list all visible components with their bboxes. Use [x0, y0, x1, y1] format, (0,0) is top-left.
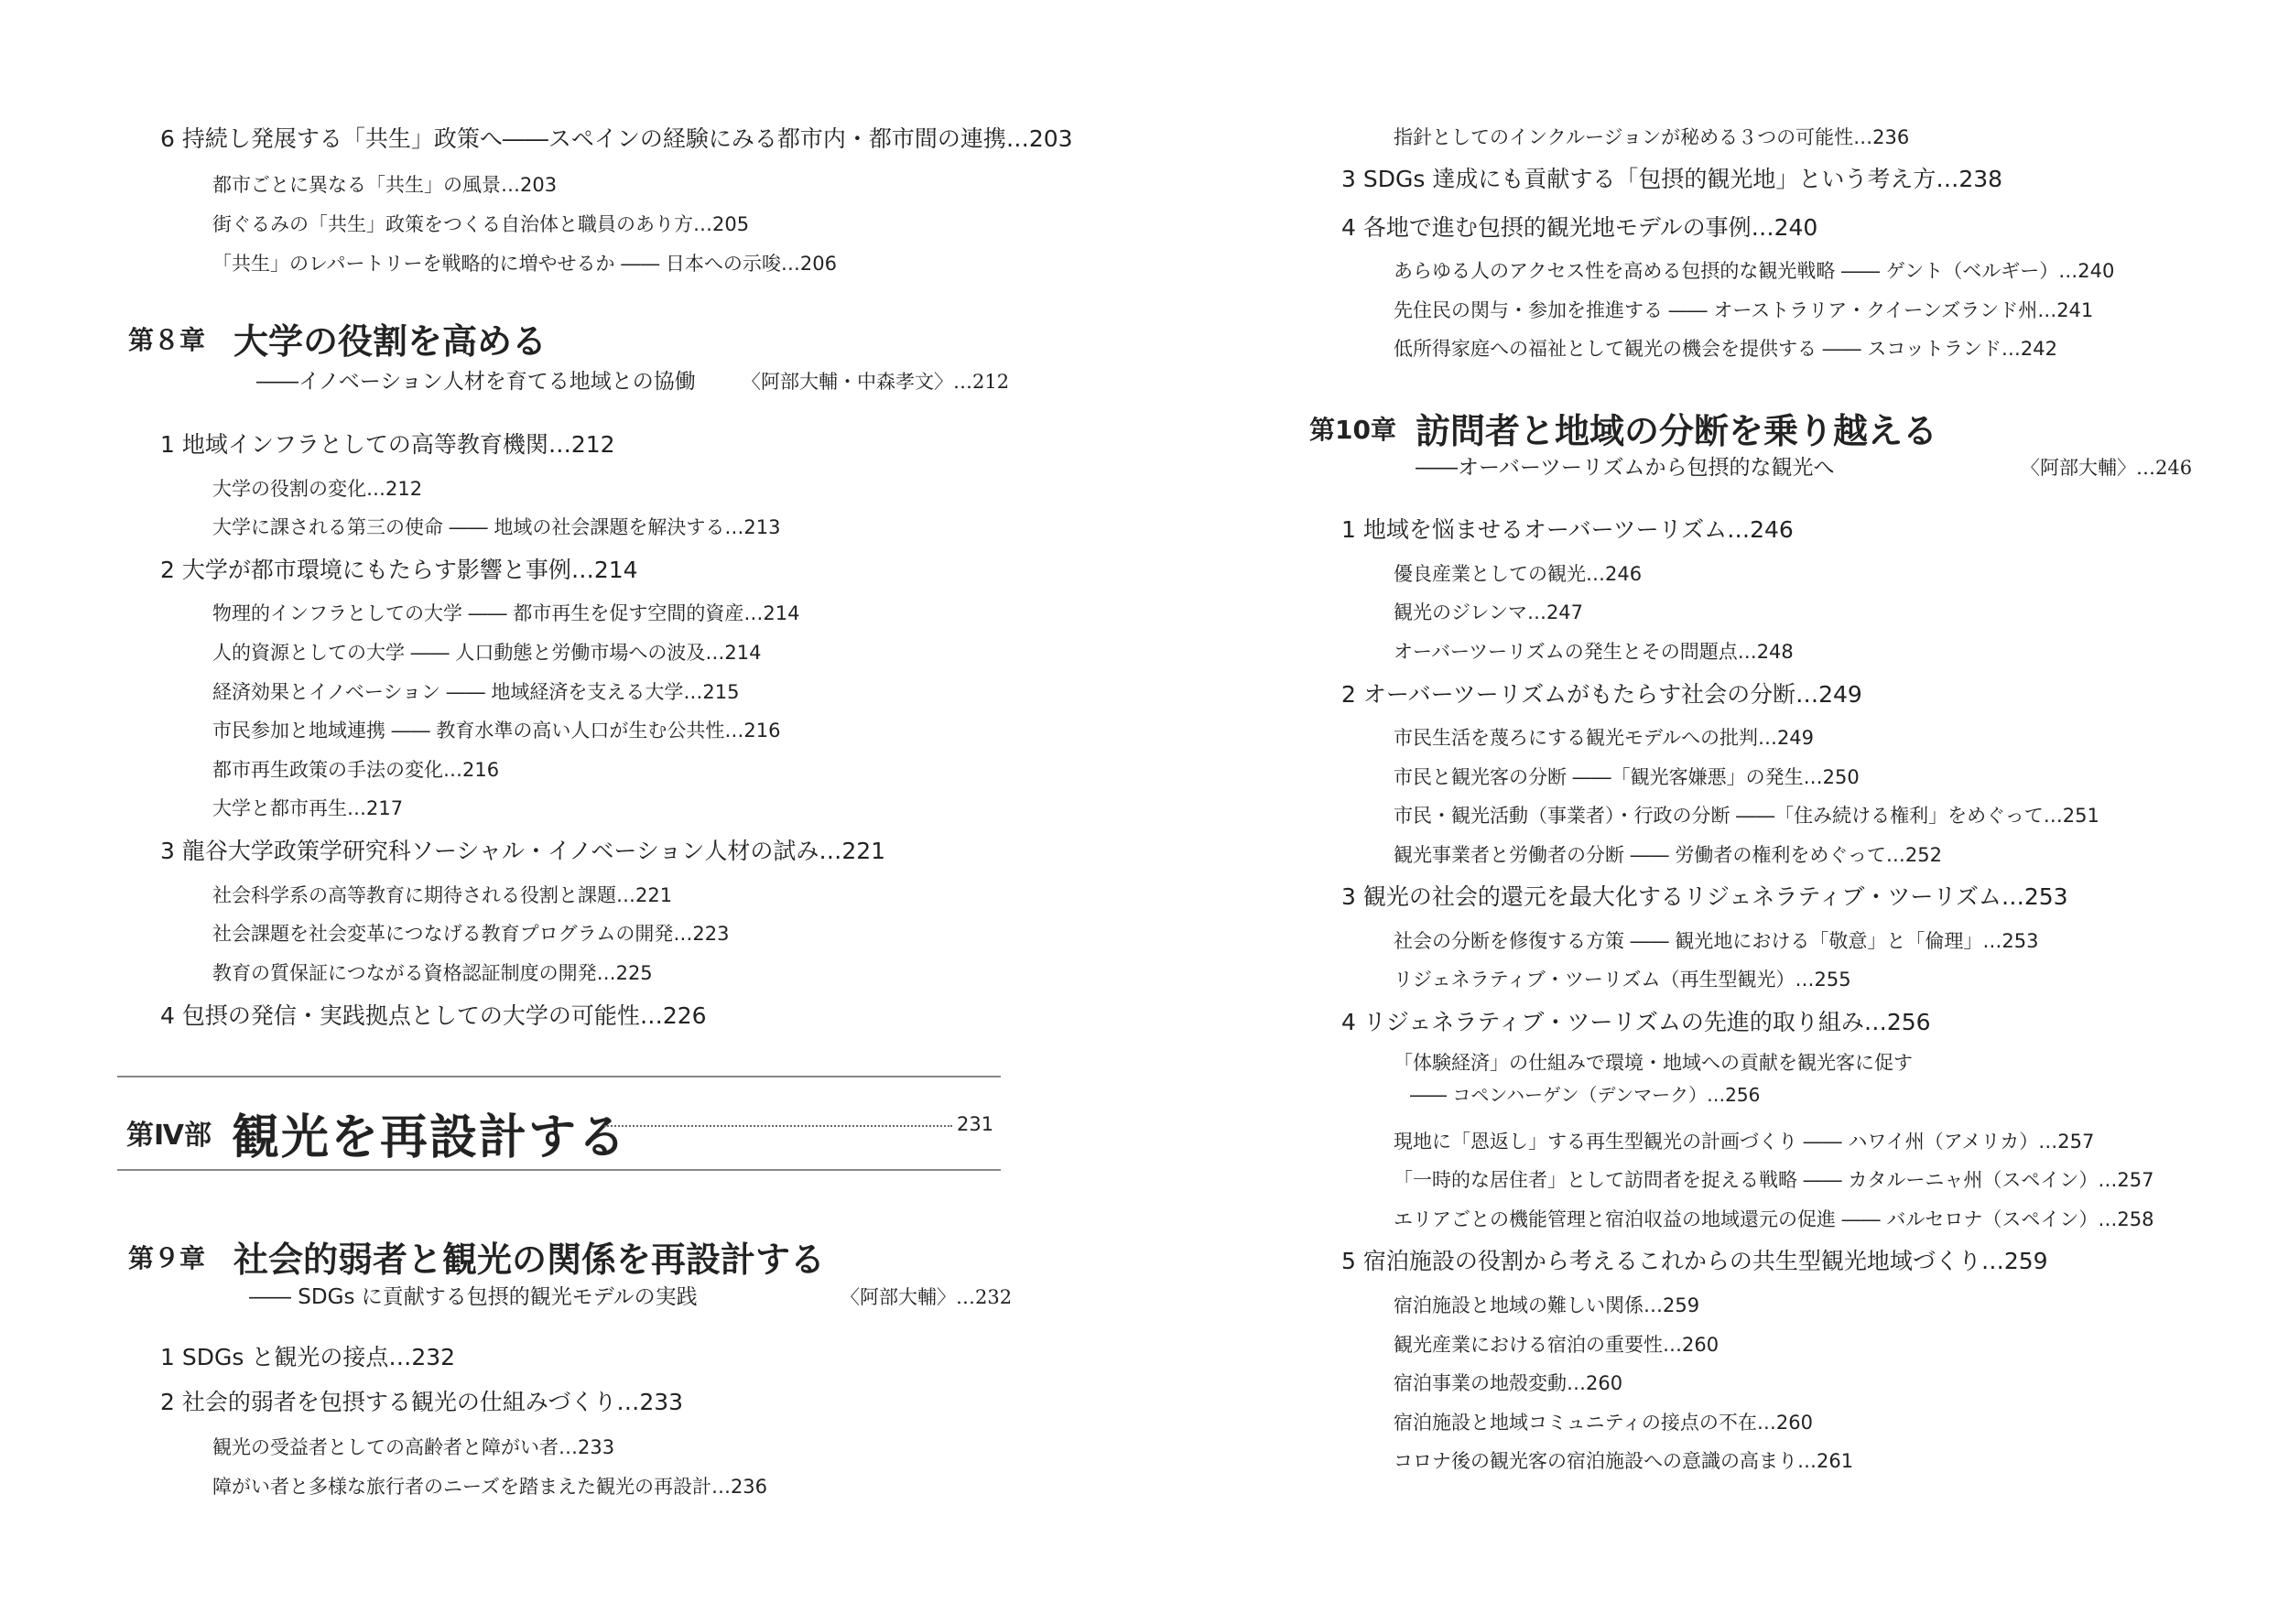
toc-subentry[interactable]: 先住民の関与・参加を推進する ―― オーストラリア・クイーンズランド州…241: [1394, 299, 2094, 321]
toc-subentry[interactable]: 「体験経済」の仕組みで環境・地域への貢献を観光客に促す: [1394, 1052, 1913, 1074]
toc-subentry[interactable]: 低所得家庭への福祉として観光の機会を提供する ―― スコットランド…242: [1394, 338, 2058, 360]
chapter-subtitle: ―― SDGs に貢献する包摂的観光モデルの実践: [249, 1285, 698, 1309]
chapter-subtitle: ――イノベーション人材を育てる地域との協働: [256, 370, 696, 394]
toc-entry[interactable]: 2 大学が都市環境にもたらす影響と事例…214: [160, 557, 638, 583]
toc-subentry[interactable]: 都市ごとに異なる「共生」の風景…203: [212, 174, 558, 196]
toc-subentry[interactable]: 観光事業者と労働者の分断 ―― 労働者の権利をめぐって…252: [1394, 844, 1943, 866]
toc-subentry[interactable]: リジェネラティブ・ツーリズム（再生型観光）…255: [1394, 969, 1851, 991]
toc-subentry[interactable]: 観光のジレンマ…247: [1394, 601, 1584, 623]
toc-subentry[interactable]: 大学と都市再生…217: [212, 797, 404, 819]
toc-subentry[interactable]: 観光産業における宿泊の重要性…260: [1394, 1334, 1719, 1356]
chapter-title[interactable]: 訪問者と地域の分断を乗り越える: [1416, 411, 1938, 451]
toc-subentry[interactable]: 宿泊事業の地殻変動…260: [1394, 1372, 1623, 1394]
toc-entry[interactable]: 3 龍谷大学政策学研究科ソーシャル・イノベーション人材の試み…221: [160, 838, 886, 864]
toc-entry[interactable]: 3 SDGs 達成にも貢献する「包摂的観光地」という考え方…238: [1341, 166, 2003, 192]
toc-subentry[interactable]: 宿泊施設と地域コミュニティの接点の不在…260: [1394, 1412, 1813, 1434]
chapter-title[interactable]: 社会的弱者と観光の関係を再設計する: [233, 1240, 826, 1280]
toc-subentry[interactable]: 都市再生政策の手法の変化…216: [212, 759, 500, 781]
part-label: 第Ⅳ部: [126, 1120, 212, 1152]
toc-subentry[interactable]: 社会課題を社会変革につなげる教育プログラムの開発…223: [212, 923, 730, 945]
toc-subentry[interactable]: エリアごとの機能管理と宿泊収益の地域還元の促進 ―― バルセロナ（スペイン）…258: [1394, 1208, 2154, 1230]
toc-subentry[interactable]: 市民生活を蔑ろにする観光モデルへの批判…249: [1394, 727, 1815, 749]
toc-subentry[interactable]: 観光の受益者としての高齢者と障がい者…233: [212, 1436, 615, 1458]
chapter-title[interactable]: 大学の役割を高める: [233, 321, 548, 362]
toc-subentry[interactable]: 社会の分断を修復する方策 ―― 観光地における「敬意」と「倫理」…253: [1394, 930, 2039, 952]
toc-entry[interactable]: 4 リジェネラティブ・ツーリズムの先進的取り組み…256: [1341, 1009, 1931, 1035]
toc-subentry[interactable]: あらゆる人のアクセス性を高める包摂的な観光戦略 ―― ゲント（ベルギー）…240: [1394, 260, 2115, 282]
toc-entry[interactable]: 4 各地で進む包摂的観光地モデルの事例…240: [1341, 214, 1818, 241]
toc-subentry[interactable]: コロナ後の観光客の宿泊施設への意識の高まり…261: [1394, 1450, 1854, 1472]
toc-entry[interactable]: 1 地域インフラとしての高等教育機関…212: [160, 431, 615, 458]
part-top-rule: [117, 1076, 1001, 1077]
toc-subentry[interactable]: 障がい者と多様な旅行者のニーズを踏まえた観光の再設計…236: [212, 1476, 768, 1498]
left-column: [0, 0, 1144, 1624]
toc-subentry[interactable]: 「共生」のレパートリーを戦略的に増やせるか ―― 日本への示唆…206: [212, 253, 837, 275]
toc-subentry[interactable]: 物理的インフラとしての大学 ―― 都市再生を促す空間的資産…214: [212, 602, 800, 624]
toc-subentry[interactable]: 市民と観光客の分断 ――「観光客嫌悪」の発生…250: [1394, 766, 1860, 788]
toc-entry[interactable]: 6 持続し発展する「共生」政策へ――スペインの経験にみる都市内・都市間の連携…203: [160, 125, 1073, 152]
part-page-number: 231: [957, 1113, 994, 1135]
toc-subentry[interactable]: 市民・観光活動（事業者）・行政の分断 ――「住み続ける権利」をめぐって…251: [1394, 805, 2099, 827]
toc-subentry[interactable]: 人的資源としての大学 ―― 人口動態と労働市場への波及…214: [212, 642, 762, 664]
toc-subentry[interactable]: 大学に課される第三の使命 ―― 地域の社会課題を解決する…213: [212, 516, 781, 538]
chapter-author: 〈阿部大輔〉…246: [2021, 457, 2193, 479]
toc-entry[interactable]: 1 SDGs と観光の接点…232: [160, 1344, 456, 1370]
toc-subentry[interactable]: 大学の役割の変化…212: [212, 478, 423, 500]
chapter-author: 〈阿部大輔〉…232: [841, 1286, 1013, 1308]
chapter-label: 第10章: [1309, 415, 1396, 445]
toc-entry[interactable]: 2 オーバーツーリズムがもたらす社会の分断…249: [1341, 681, 1862, 708]
toc-subentry[interactable]: 社会科学系の高等教育に期待される役割と課題…221: [212, 884, 673, 906]
toc-entry[interactable]: 5 宿泊施設の役割から考えるこれからの共生型観光地域づくり…259: [1341, 1248, 2048, 1274]
toc-subentry-continued[interactable]: ―― コペンハーゲン（デンマーク）…256: [1410, 1084, 1761, 1106]
toc-entry[interactable]: 4 包摂の発信・実践拠点としての大学の可能性…226: [160, 1002, 707, 1029]
toc-subentry[interactable]: 現地に「恩返し」する再生型観光の計画づくり ―― ハワイ州（アメリカ）…257: [1394, 1131, 2095, 1153]
right-column: [1144, 0, 2289, 1624]
chapter-label: 第９章: [128, 1243, 206, 1273]
chapter-subtitle: ――オーバーツーリズムから包摂的な観光へ: [1416, 456, 1835, 480]
part-bottom-rule: [117, 1169, 1001, 1171]
chapter-label: 第８章: [128, 325, 206, 355]
toc-subentry[interactable]: 市民参加と地域連携 ―― 教育水準の高い人口が生む公共性…216: [212, 720, 781, 742]
chapter-author: 〈阿部大輔・中森孝文〉…212: [742, 371, 1010, 393]
toc-subentry[interactable]: 街ぐるみの「共生」政策をつくる自治体と職員のあり方…205: [212, 213, 750, 235]
toc-subentry[interactable]: 指針としてのインクルージョンが秘める３つの可能性…236: [1394, 126, 1910, 148]
toc-subentry[interactable]: 優良産業としての観光…246: [1394, 563, 1643, 585]
part-title[interactable]: 観光を再設計する: [232, 1110, 628, 1165]
toc-subentry[interactable]: 教育の質保証につながる資格認証制度の開発…225: [212, 962, 653, 984]
leader-dots: [604, 1125, 952, 1127]
toc-entry[interactable]: 3 観光の社会的還元を最大化するリジェネラティブ・ツーリズム…253: [1341, 883, 2068, 910]
toc-entry[interactable]: 2 社会的弱者を包摂する観光の仕組みづくり…233: [160, 1389, 684, 1415]
toc-subentry[interactable]: 経済効果とイノベーション ―― 地域経済を支える大学…215: [212, 681, 740, 703]
toc-subentry[interactable]: 「一時的な居住者」として訪問者を捉える戦略 ―― カタルーニャ州（スペイン）…257: [1394, 1169, 2154, 1191]
toc-subentry[interactable]: オーバーツーリズムの発生とその問題点…248: [1394, 641, 1794, 663]
toc-entry[interactable]: 1 地域を悩ませるオーバーツーリズム…246: [1341, 516, 1794, 543]
toc-subentry[interactable]: 宿泊施設と地域の難しい関係…259: [1394, 1294, 1700, 1316]
